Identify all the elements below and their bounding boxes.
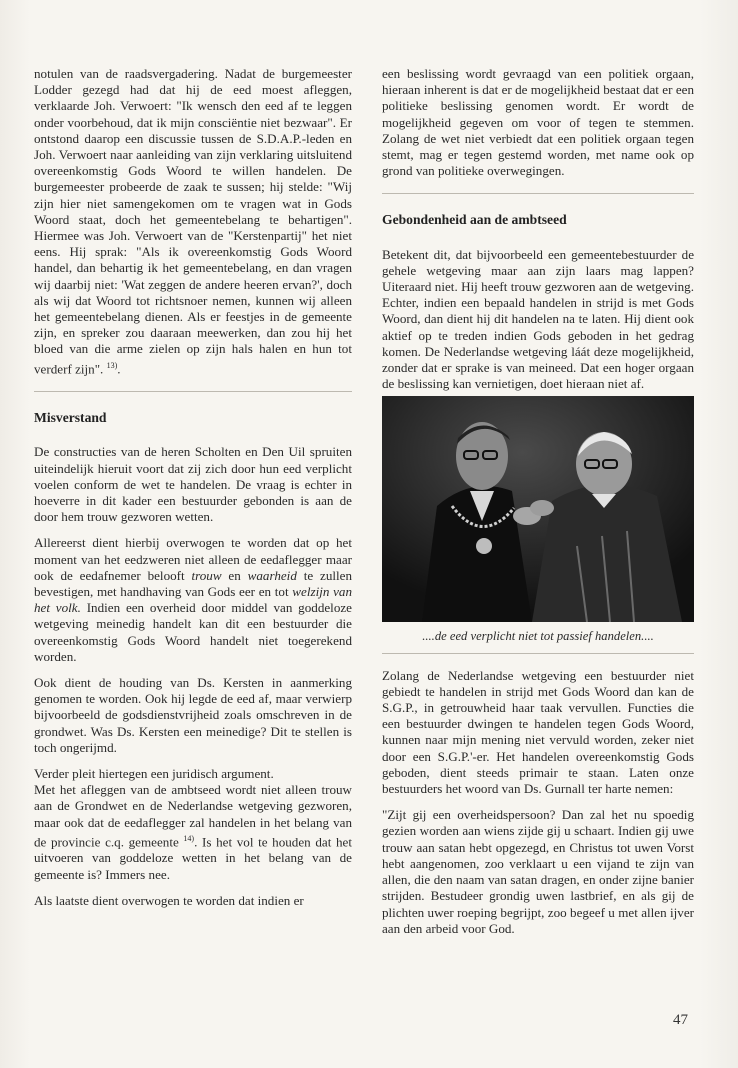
emphasis-text: waarheid — [247, 567, 297, 583]
paragraph-text: . Is het vol te houden dat het uitvoeren van goddeloze wetten in het belang van de gemeente is? Immers nee. — [34, 834, 352, 882]
paragraph-text: notulen van de raadsvergadering. Nadat de burgemeester Lodder gezegd had dat hij de eed moest afleggen, verklaarde Joh. Verwoert: "Ik wensch den eed af te leggen onder voorbehoud, dat ik mijn consciëntie niet bezwaar". Er ontstond daarop een discussie tussen de S.D.A.P.-leden en Joh. Verwoert naar aanleiding van zijn verklaring uitsluitend overeenkomstig Gods Woord te willen handelen. De burgemeester probeerde de zaak te sussen; hij stelde: "Wij zijn hier niet samengekomen om te vragen wat in Gods Woord staat, doch het gemeentebelang te behartigen". Hiermee was Joh. Verwoert van de "Kerstenpartij" het niet eens. Hij sprak: "Als ik overeenkomstig Gods Woord handel, dan behartig ik het gemeentebelang, en dan vragen wij daarbij niet: 'Wat zeggen de andere heeren ervan?', doch als wij dat Woord tot richtsnoer nemen, kunnen wij alleen het gemeentebelang dienen. Als er feestjes in de gemeente zijn, en spreker zou daaraan meewerken, dan zou hij het bloed van die arme zielen op zijn hals halen en hun tot verderf zijn". — [34, 66, 352, 377]
paragraph-text: Allereerst dient hierbij overwogen te worden dat op het moment van het eedzweren niet alleen de eedaflegger maar ook de eedafnemer belooft — [34, 535, 352, 583]
section-heading-gebondenheid: Gebondenheid aan de ambtseed — [382, 212, 567, 228]
paragraph — [34, 535, 352, 665]
page-number: 47 — [673, 1012, 688, 1028]
photo-illustration — [382, 396, 694, 622]
section-heading-misverstand: Misverstand — [34, 410, 107, 426]
paragraph: Ook dient de houding van Ds. Kersten in aanmerking genomen te worden. Ook hij legde de eed af, maar verwierp bijvoorbeeld de godsdienstvrijheid zoals omschreven in de grondwet. Was Ds. Kersten een meinedige? Dit te stellen is toch ongerijmd. — [34, 675, 352, 755]
paragraph: een beslissing wordt gevraagd van een politiek orgaan, hieraan inherent is dat er de mogelijkheid bestaat dat er een politieke beslissing genomen wordt. Er wordt de mogelijkheid gegeven om voor of tegen te stemmen. Zolang de wet niet verbiedt dat een politiek orgaan tegen stemt, mag er tegen gestemd worden, met name ook op grond van politieke overwegingen. — [382, 66, 694, 179]
footnote-ref: 13) — [106, 360, 118, 370]
right-column — [382, 66, 694, 947]
photo-caption: ....de eed verplicht niet tot passief handelen.... — [422, 629, 654, 644]
block-quote: "Zijt gij een overheidspersoon? Dan zal het nu spoedig gezien worden aan wiens zijde gij u schaart. Indien gij uwe trouw aan satan hebt opgezegd, en Christus tot uwen Vorst hebt aangenomen, zoo verklaart u een vijand te zijn van allen, die den naam van satan dragen, en onder zijne banier strijden. Bestudeer grondig uwen lastbrief, en als gij de plichten uwer roeping begrijpt, zoo begeef u met allen ijver aan den arbeid voor God. — [382, 807, 694, 936]
paragraph: De constructies van de heren Scholten en Den Uil spruiten uiteindelijk hieruit voort dat zij zich door hun eed verplicht voelen conform de wet te handelen. De vraag is echter in hoeverre in dit kader een bestuurder gebonden is aan de door hem trouw gezworen wetten. — [34, 444, 352, 525]
paragraph-text: Met het afleggen van de ambtseed wordt niet alleen trouw aan de Grondwet en de Nederlandse wetgeving gezworen, maar ook dat de eedaflegger zal handelen in het belang van de provincie c.q. gemeente — [34, 782, 352, 850]
footnote-ref: 14) — [183, 833, 195, 843]
paragraph-text: te zullen bevestigen, met handhaving van Gods eer en tot — [34, 567, 352, 600]
paragraph-text: Indien een overheid door middel van goddeloze wetgeving meinedig handelt kan dit een bestuurder die overeenkomstig Gods Woord handelt niet toegerekend worden. — [34, 600, 352, 664]
emphasis-text: trouw — [191, 567, 222, 583]
emphasis-text: welzijn van het volk. — [34, 584, 353, 616]
caption-separator — [382, 653, 694, 654]
section-separator — [382, 193, 694, 194]
paragraph: Zolang de Nederlandse wetgeving een bestuurder niet gebiedt te handelen in strijd met Gods Woord dan kan de S.G.P., in getrouwheid haar taak vervullen. Functies die een bestuurder dwingen te handelen tegen Gods Woord, kunnen naar mijn mening niet vervuld worden, zeker niet door een S.G.P.'-er. Het handelen overeenkomstig Gods geboden, dient steeds primair te staan. Laten onze bestuurders het woord van Ds. Gurnall ter harte nemen: — [382, 667, 694, 797]
paragraph: Als laatste dient overwogen te worden dat indien er — [34, 892, 304, 908]
paragraph: Betekent dit, dat bijvoorbeeld een gemeentebestuurder de gehele wetgeving maar aan zijn laars mag lappen? Uiteraard niet. Hij heeft trouw gezworen aan de wetgeving. Echter, indien een bepaald handelen in strijd is met Gods Woord, dan dient hij dit handelen na te laten. Hij dient ook aktief op te treden indien Gods geboden in het gedrag komen. De Nederlandse wetgeving láát deze mogelijkheid, zonder dat er sprake is van meineed. Dat een hoger orgaan de beslissing kan vernietigen, doet hieraan niet af. — [382, 246, 694, 392]
paragraph-text: en — [221, 567, 248, 583]
paragraph: Verder pleit hiertegen een juridisch argument. — [34, 766, 274, 782]
left-column — [34, 66, 352, 919]
paragraph — [34, 66, 352, 377]
section-separator — [34, 391, 352, 392]
paragraph — [34, 782, 352, 883]
paragraph-text: . — [117, 361, 121, 377]
oath-ceremony-photo — [382, 396, 694, 622]
